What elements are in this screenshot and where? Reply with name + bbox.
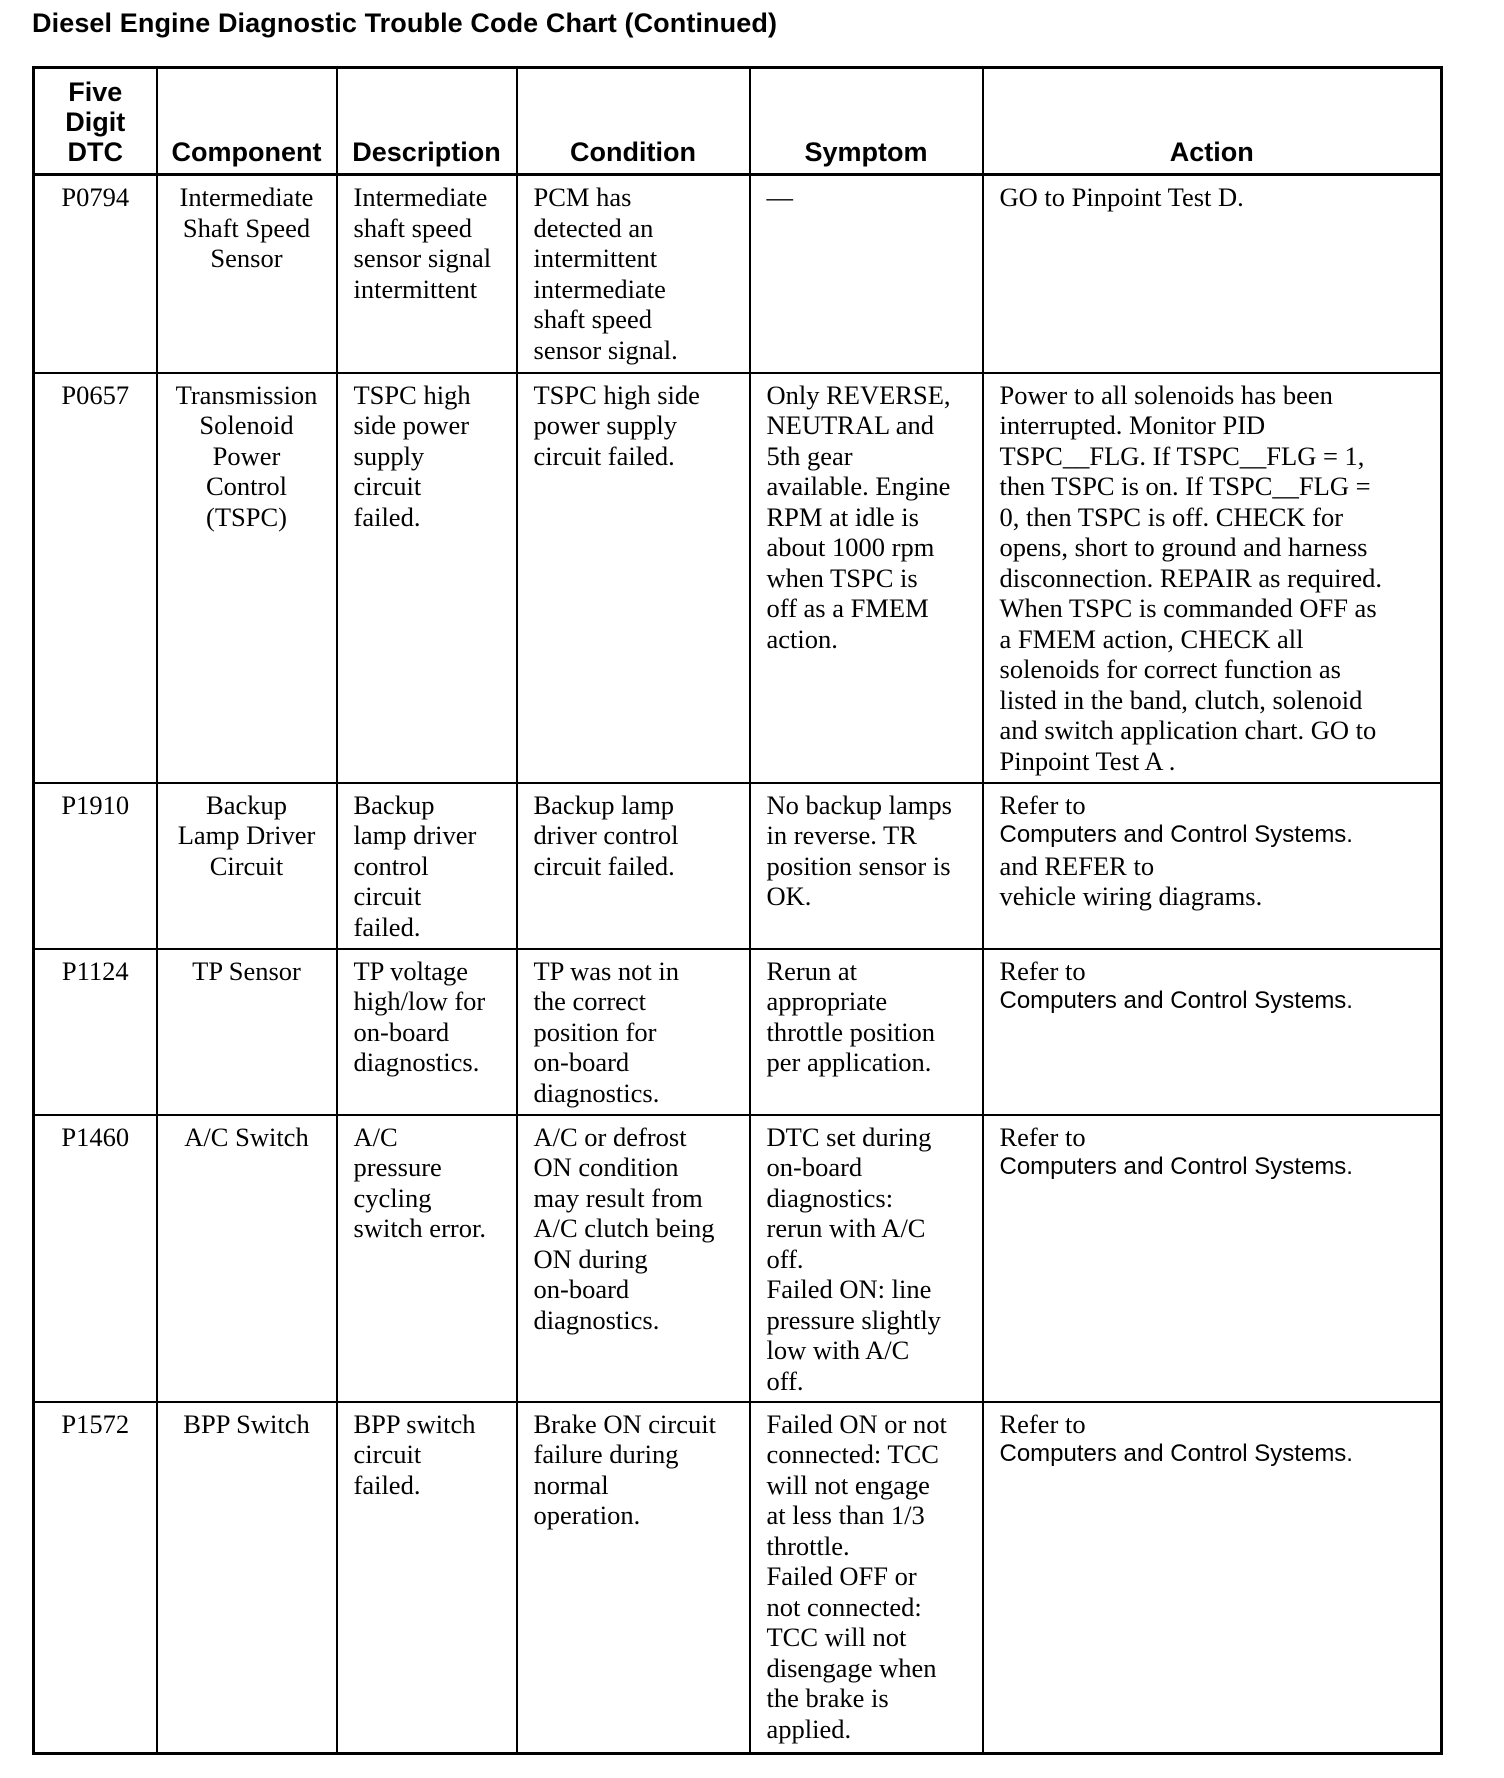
condition-line: on-board: [533, 1047, 630, 1077]
description-line: failed.: [353, 501, 421, 532]
dtc-code: P1910: [61, 789, 130, 820]
action-line: disconnection. REPAIR as required.: [999, 562, 1382, 593]
condition-line: on-board: [533, 1274, 630, 1304]
component-cell: [157, 175, 337, 373]
condition-cell: [517, 783, 750, 949]
description-cell: [337, 783, 517, 949]
symptom-line: the brake is: [766, 1683, 889, 1713]
condition-cell: [517, 1402, 750, 1754]
action-cell: [983, 175, 1442, 373]
component-cell: [157, 1115, 337, 1402]
symptom-cell: [750, 783, 983, 949]
header-dtc-line: DTC: [67, 137, 123, 167]
action-line: and REFER to: [999, 850, 1155, 881]
condition-line: shaft speed: [533, 304, 652, 334]
dtc-table: [32, 66, 1443, 1755]
symptom-line: RPM at idle is: [766, 501, 919, 532]
action-cell: [983, 1115, 1442, 1402]
symptom-line: about 1000 rpm: [766, 532, 935, 562]
condition-line: TP was not in: [533, 955, 680, 986]
action-cell: [983, 1402, 1442, 1754]
component-line: Solenoid: [199, 410, 294, 440]
dtc-code-cell: [34, 175, 157, 373]
component-line: Control: [206, 471, 287, 501]
header-dtc-line: Five: [68, 77, 123, 107]
description-line: failed.: [353, 911, 421, 942]
symptom-line: rerun with A/C: [766, 1213, 926, 1243]
description-line: circuit: [353, 471, 422, 501]
symptom-line: low with A/C: [766, 1335, 910, 1365]
component-line: TP Sensor: [192, 955, 301, 986]
action-line: Refer to: [999, 789, 1086, 820]
condition-line: Brake ON circuit: [533, 1408, 716, 1439]
action-line: Refer to: [999, 955, 1086, 986]
symptom-line: —: [766, 182, 793, 212]
symptom-line: Failed ON or not: [766, 1408, 947, 1439]
table-row: [34, 1115, 1442, 1402]
condition-line: ON during: [533, 1243, 648, 1274]
description-line: lamp driver: [353, 820, 477, 850]
description-line: sensor signal: [353, 243, 492, 273]
condition-line: operation.: [533, 1500, 641, 1530]
description-line: TSPC high: [353, 379, 471, 410]
description-line: control: [353, 850, 429, 881]
action-line: 0, then TSPC is off. CHECK for: [999, 501, 1344, 532]
description-line: Backup: [353, 789, 435, 820]
table-row: [34, 1402, 1442, 1754]
condition-cell: [517, 949, 750, 1115]
component-line: BPP Switch: [183, 1408, 310, 1439]
description-cell: [337, 373, 517, 783]
action-line: vehicle wiring diagrams.: [999, 881, 1263, 911]
action-cell: [983, 373, 1442, 783]
page-title: Diesel Engine Diagnostic Trouble Code Chart (Continued): [32, 8, 778, 38]
description-line: cycling: [353, 1182, 432, 1213]
condition-line: normal: [533, 1469, 609, 1500]
symptom-line: NEUTRAL and: [766, 410, 935, 440]
description-line: pressure: [353, 1152, 442, 1182]
symptom-line: position sensor is: [766, 850, 951, 881]
dtc-code-cell: [34, 1402, 157, 1754]
action-line: and switch application chart. GO to: [999, 715, 1377, 745]
symptom-line: action.: [766, 623, 838, 654]
action-cell: [983, 783, 1442, 949]
action-line: Refer to: [999, 1408, 1086, 1439]
action-line: Power to all solenoids has been: [999, 379, 1333, 410]
action-line: Computers and Control Systems.: [999, 821, 1353, 848]
component-cell: [157, 949, 337, 1115]
description-cell: [337, 175, 517, 373]
component-line: Lamp Driver: [177, 820, 316, 850]
component-line: Circuit: [209, 850, 284, 881]
header-description: Description: [337, 68, 517, 175]
table-row: [34, 949, 1442, 1115]
description-cell: [337, 949, 517, 1115]
action-line: GO to Pinpoint Test D.: [999, 182, 1244, 212]
action-cell: [983, 949, 1442, 1115]
condition-line: TSPC high side: [533, 379, 700, 410]
header-dtc: [34, 68, 157, 175]
description-line: shaft speed: [353, 212, 472, 243]
description-line: diagnostics.: [353, 1047, 480, 1077]
dtc-code: P1572: [61, 1408, 130, 1439]
condition-line: intermittent: [533, 243, 658, 273]
condition-line: A/C clutch being: [533, 1213, 715, 1243]
symptom-line: throttle.: [766, 1530, 850, 1561]
condition-line: failure during: [533, 1439, 679, 1469]
component-line: Backup: [206, 789, 287, 820]
symptom-line: per application.: [766, 1047, 932, 1077]
description-cell: [337, 1402, 517, 1754]
header-row: [34, 68, 1442, 175]
symptom-line: off as a FMEM: [766, 593, 929, 623]
symptom-line: off.: [766, 1365, 804, 1396]
condition-line: intermediate: [533, 273, 666, 304]
dtc-code: P1460: [61, 1121, 130, 1152]
table-row: [34, 373, 1442, 783]
symptom-line: off.: [766, 1243, 804, 1274]
dtc-code: P0657: [61, 379, 130, 410]
component-line: (TSPC): [206, 501, 287, 532]
component-line: A/C Switch: [184, 1121, 309, 1152]
symptom-line: DTC set during: [766, 1121, 932, 1152]
dtc-code: P1124: [61, 955, 129, 986]
symptom-line: when TSPC is: [766, 562, 918, 593]
symptom-line: on-board: [766, 1152, 863, 1182]
description-line: side power: [353, 410, 470, 440]
component-line: Power: [212, 440, 281, 471]
header-symptom: Symptom: [750, 68, 983, 175]
symptom-line: will not engage: [766, 1469, 930, 1500]
action-line: TSPC__FLG. If TSPC__FLG = 1,: [999, 440, 1365, 471]
condition-line: the correct: [533, 986, 647, 1016]
symptom-line: disengage when: [766, 1652, 937, 1683]
symptom-cell: [750, 373, 983, 783]
condition-line: Backup lamp: [533, 789, 675, 820]
component-cell: [157, 1402, 337, 1754]
description-line: switch error.: [353, 1213, 486, 1243]
symptom-line: Only REVERSE,: [766, 379, 951, 410]
action-line: When TSPC is commanded OFF as: [999, 593, 1377, 623]
dtc-code-cell: [34, 949, 157, 1115]
component-line: Intermediate: [179, 182, 314, 212]
condition-line: diagnostics.: [533, 1077, 660, 1108]
symptom-cell: [750, 1115, 983, 1402]
header-condition: Condition: [517, 68, 750, 175]
description-line: failed.: [353, 1469, 421, 1500]
symptom-line: throttle position: [766, 1016, 936, 1047]
symptom-line: OK.: [766, 881, 812, 911]
action-line: solenoids for correct function as: [999, 654, 1341, 684]
action-line: Pinpoint Test A .: [999, 745, 1176, 776]
symptom-line: Failed ON: line: [766, 1274, 932, 1304]
table-row: [34, 175, 1442, 373]
description-line: supply: [353, 440, 425, 471]
symptom-cell: [750, 175, 983, 373]
condition-line: ON condition: [533, 1152, 679, 1182]
symptom-line: appropriate: [766, 986, 888, 1016]
dtc-code: P0794: [61, 182, 130, 212]
symptom-line: in reverse. TR: [766, 820, 917, 850]
header-component: Component: [157, 68, 337, 175]
condition-line: power supply: [533, 410, 678, 440]
condition-line: circuit failed.: [533, 850, 675, 881]
description-line: BPP switch: [353, 1408, 476, 1439]
table-body: [34, 175, 1442, 1754]
description-line: circuit: [353, 1439, 422, 1469]
table-row: [34, 783, 1442, 949]
action-line: Computers and Control Systems.: [999, 1153, 1353, 1180]
condition-cell: [517, 373, 750, 783]
component-cell: [157, 373, 337, 783]
dtc-code-cell: [34, 1115, 157, 1402]
symptom-line: available. Engine: [766, 471, 951, 501]
condition-line: PCM has: [533, 182, 632, 212]
symptom-line: diagnostics:: [766, 1182, 894, 1213]
header-dtc-line: Digit: [65, 107, 126, 137]
component-line: Sensor: [210, 243, 283, 273]
dtc-code-cell: [34, 373, 157, 783]
action-line: listed in the band, clutch, solenoid: [999, 684, 1363, 715]
description-line: intermittent: [353, 273, 478, 304]
symptom-line: Failed OFF or: [766, 1561, 917, 1591]
description-line: A/C: [353, 1121, 398, 1152]
action-line: then TSPC is on. If TSPC__FLG =: [999, 471, 1371, 501]
description-line: circuit: [353, 881, 422, 911]
condition-line: A/C or defrost: [533, 1121, 687, 1152]
symptom-line: connected: TCC: [766, 1439, 939, 1469]
description-line: on-board: [353, 1016, 450, 1047]
condition-line: circuit failed.: [533, 440, 675, 471]
description-line: high/low for: [353, 986, 486, 1016]
symptom-line: Rerun at: [766, 955, 858, 986]
symptom-line: 5th gear: [766, 440, 853, 471]
symptom-cell: [750, 949, 983, 1115]
component-line: Shaft Speed: [182, 212, 311, 243]
symptom-line: applied.: [766, 1713, 852, 1744]
symptom-cell: [750, 1402, 983, 1754]
action-line: opens, short to ground and harness: [999, 532, 1368, 562]
condition-line: position for: [533, 1016, 657, 1047]
description-line: Intermediate: [353, 182, 488, 212]
dtc-code-cell: [34, 783, 157, 949]
action-line: Computers and Control Systems.: [999, 987, 1353, 1014]
condition-line: diagnostics.: [533, 1304, 660, 1335]
condition-line: sensor signal.: [533, 334, 678, 365]
action-line: a FMEM action, CHECK all: [999, 623, 1304, 654]
description-line: TP voltage: [353, 955, 469, 986]
symptom-line: TCC will not: [766, 1622, 907, 1652]
action-line: interrupted. Monitor PID: [999, 410, 1266, 440]
description-cell: [337, 1115, 517, 1402]
condition-cell: [517, 175, 750, 373]
condition-line: driver control: [533, 820, 679, 850]
condition-cell: [517, 1115, 750, 1402]
header-action: Action: [983, 68, 1442, 175]
component-cell: [157, 783, 337, 949]
symptom-line: at less than 1/3: [766, 1500, 925, 1530]
action-line: Refer to: [999, 1121, 1086, 1152]
component-line: Transmission: [175, 379, 318, 410]
condition-line: detected an: [533, 212, 654, 243]
symptom-line: not connected:: [766, 1591, 922, 1622]
action-line: Computers and Control Systems.: [999, 1440, 1353, 1467]
symptom-line: No backup lamps: [766, 789, 952, 820]
symptom-line: pressure slightly: [766, 1304, 941, 1335]
condition-line: may result from: [533, 1182, 703, 1213]
